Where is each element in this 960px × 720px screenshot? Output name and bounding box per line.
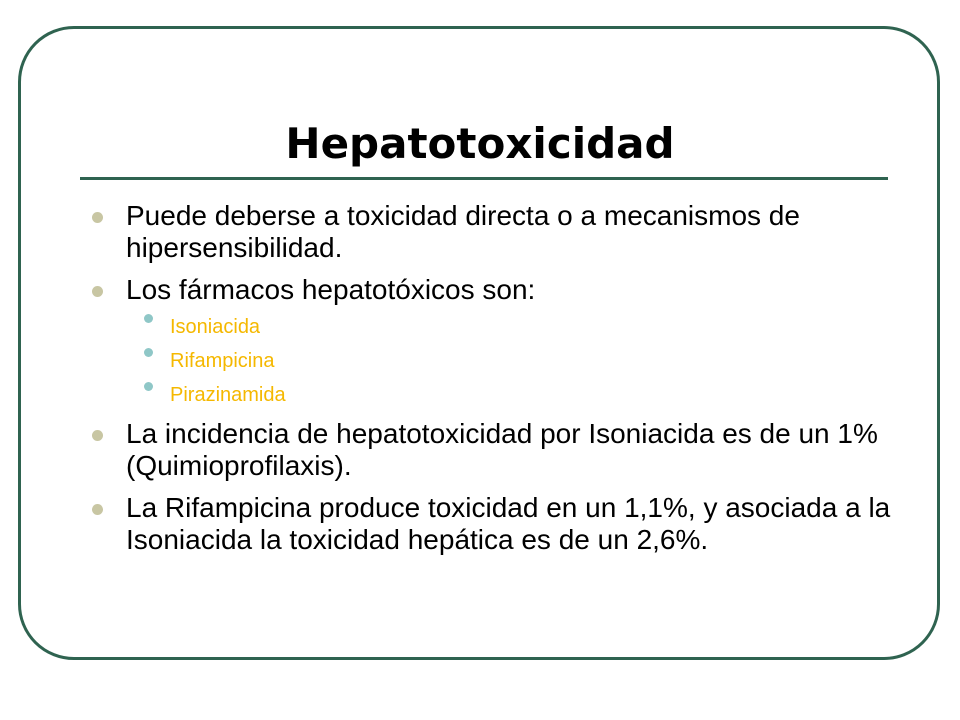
sub-bullet-dot-icon xyxy=(144,382,153,391)
bullet-text: La Rifampicina produce toxicidad en un 1,1%, y asociada a la Isoniacida la toxicidad hepática es de un 2,6%. xyxy=(126,492,891,555)
sub-bullet-item xyxy=(88,384,898,406)
slide-title: Hepatotoxicidad xyxy=(285,119,675,168)
sub-bullet-dot-icon xyxy=(144,348,153,357)
sub-bullet-dot-icon xyxy=(144,314,153,323)
bullet-item xyxy=(88,274,898,306)
sub-bullet-text: Isoniacida xyxy=(170,316,261,338)
sub-bullet-list xyxy=(88,316,898,406)
sub-bullet-item xyxy=(88,316,898,338)
title-divider xyxy=(80,177,888,180)
bullet-dot-icon xyxy=(92,504,103,515)
bullet-item xyxy=(88,492,898,556)
bullet-list xyxy=(88,200,898,566)
bullet-text: Los fármacos hepatotóxicos son: xyxy=(126,274,536,305)
bullet-dot-icon xyxy=(92,212,103,223)
sub-bullet-text: Rifampicina xyxy=(170,350,275,372)
sub-bullet-text: Pirazinamida xyxy=(170,384,286,406)
bullet-dot-icon xyxy=(92,286,103,297)
bullet-text: La incidencia de hepatotoxicidad por Isoniacida es de un 1% (Quimioprofilaxis). xyxy=(126,418,878,481)
bullet-dot-icon xyxy=(92,430,103,441)
sub-bullet-item xyxy=(88,350,898,372)
bullet-item xyxy=(88,200,898,264)
bullet-item xyxy=(88,418,898,482)
bullet-text: Puede deberse a toxicidad directa o a mecanismos de hipersensibilidad. xyxy=(126,200,800,263)
